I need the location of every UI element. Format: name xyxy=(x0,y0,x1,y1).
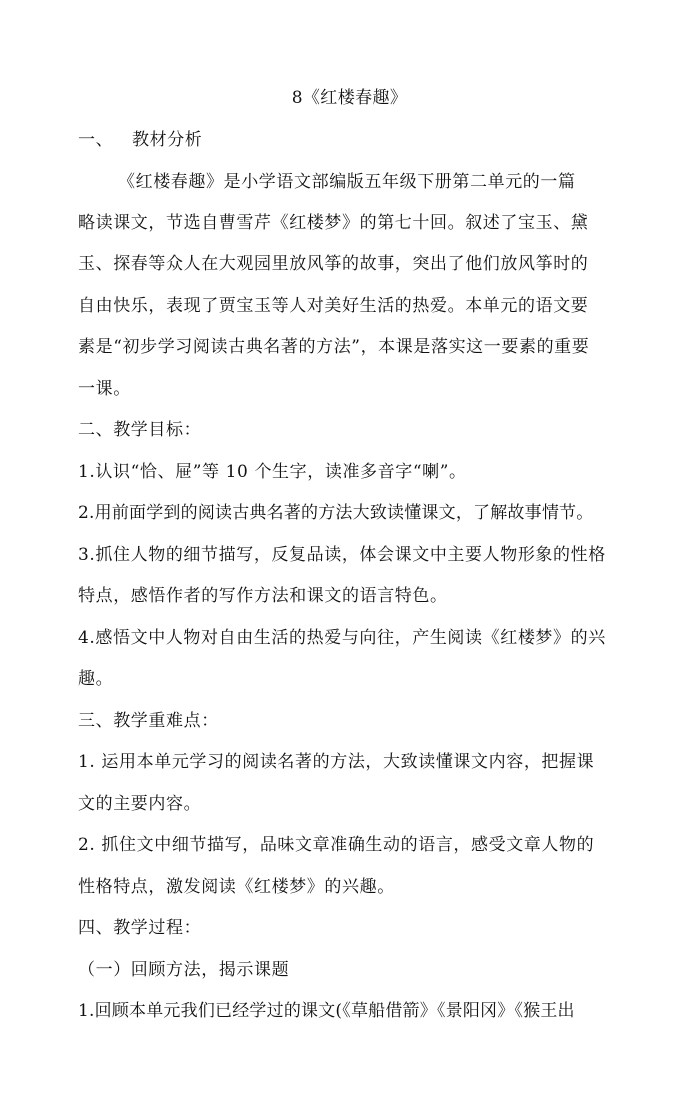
paragraph-line: 自由快乐，表现了贾宝玉等人对美好生活的热爱。本单元的语文要 xyxy=(78,296,589,316)
list-item: 1.认识“恰、屉”等 10 个生字，读准多音字“喇”。 xyxy=(78,462,467,482)
document-title: 8《红楼春趣》 xyxy=(291,88,408,108)
paragraph-line: 素是“初步学习阅读古典名著的方法”，本课是落实这一要素的重要 xyxy=(78,337,590,357)
list-item: 1. 运用本单元学习的阅读名著的方法，大致读懂课文内容，把握课 xyxy=(78,752,595,772)
list-item-continuation: 文的主要内容。 xyxy=(78,794,202,814)
list-item-continuation: 趣。 xyxy=(78,669,114,689)
section-2-heading: 二、教学目标： xyxy=(78,420,202,440)
list-item-continuation: 特点，感悟作者的写作方法和课文的语言特色。 xyxy=(78,586,448,606)
paragraph-line: 略读课文，节选自曹雪芹《红楼梦》的第七十回。叙述了宝玉、黛 xyxy=(78,213,589,233)
section-1-number: 一、 xyxy=(78,130,114,150)
section-4-heading: 四、教学过程： xyxy=(78,918,202,938)
section-3-heading: 三、教学重难点： xyxy=(78,711,219,731)
paragraph-line: 《红楼春趣》是小学语文部编版五年级下册第二单元的一篇 xyxy=(118,172,576,192)
section-1-title: 教材分析 xyxy=(132,130,203,150)
paragraph-line: 玉、探春等众人在大观园里放风筝的故事，突出了他们放风筝时的 xyxy=(78,254,589,274)
list-item: 2. 抓住文中细节描写，品味文章准确生动的语言，感受文章人物的 xyxy=(78,835,595,855)
section-1-heading xyxy=(78,128,638,152)
paragraph-line: 一课。 xyxy=(78,379,131,399)
list-item: 3.抓住人物的细节描写，反复品读，体会课文中主要人物形象的性格 xyxy=(78,545,606,565)
list-item: 4.感悟文中人物对自由生活的热爱与向往，产生阅读《红楼梦》的兴 xyxy=(78,628,606,648)
subsection-heading: （一）回顾方法，揭示课题 xyxy=(78,960,290,980)
list-item: 1.回顾本单元我们已经学过的课文(《草船借箭》《景阳冈》《猴王出 xyxy=(78,1001,575,1021)
list-item-continuation: 性格特点，激发阅读《红楼梦》的兴趣。 xyxy=(78,877,395,897)
list-item: 2.用前面学到的阅读古典名著的方法大致读懂课文，了解故事情节。 xyxy=(78,503,594,523)
